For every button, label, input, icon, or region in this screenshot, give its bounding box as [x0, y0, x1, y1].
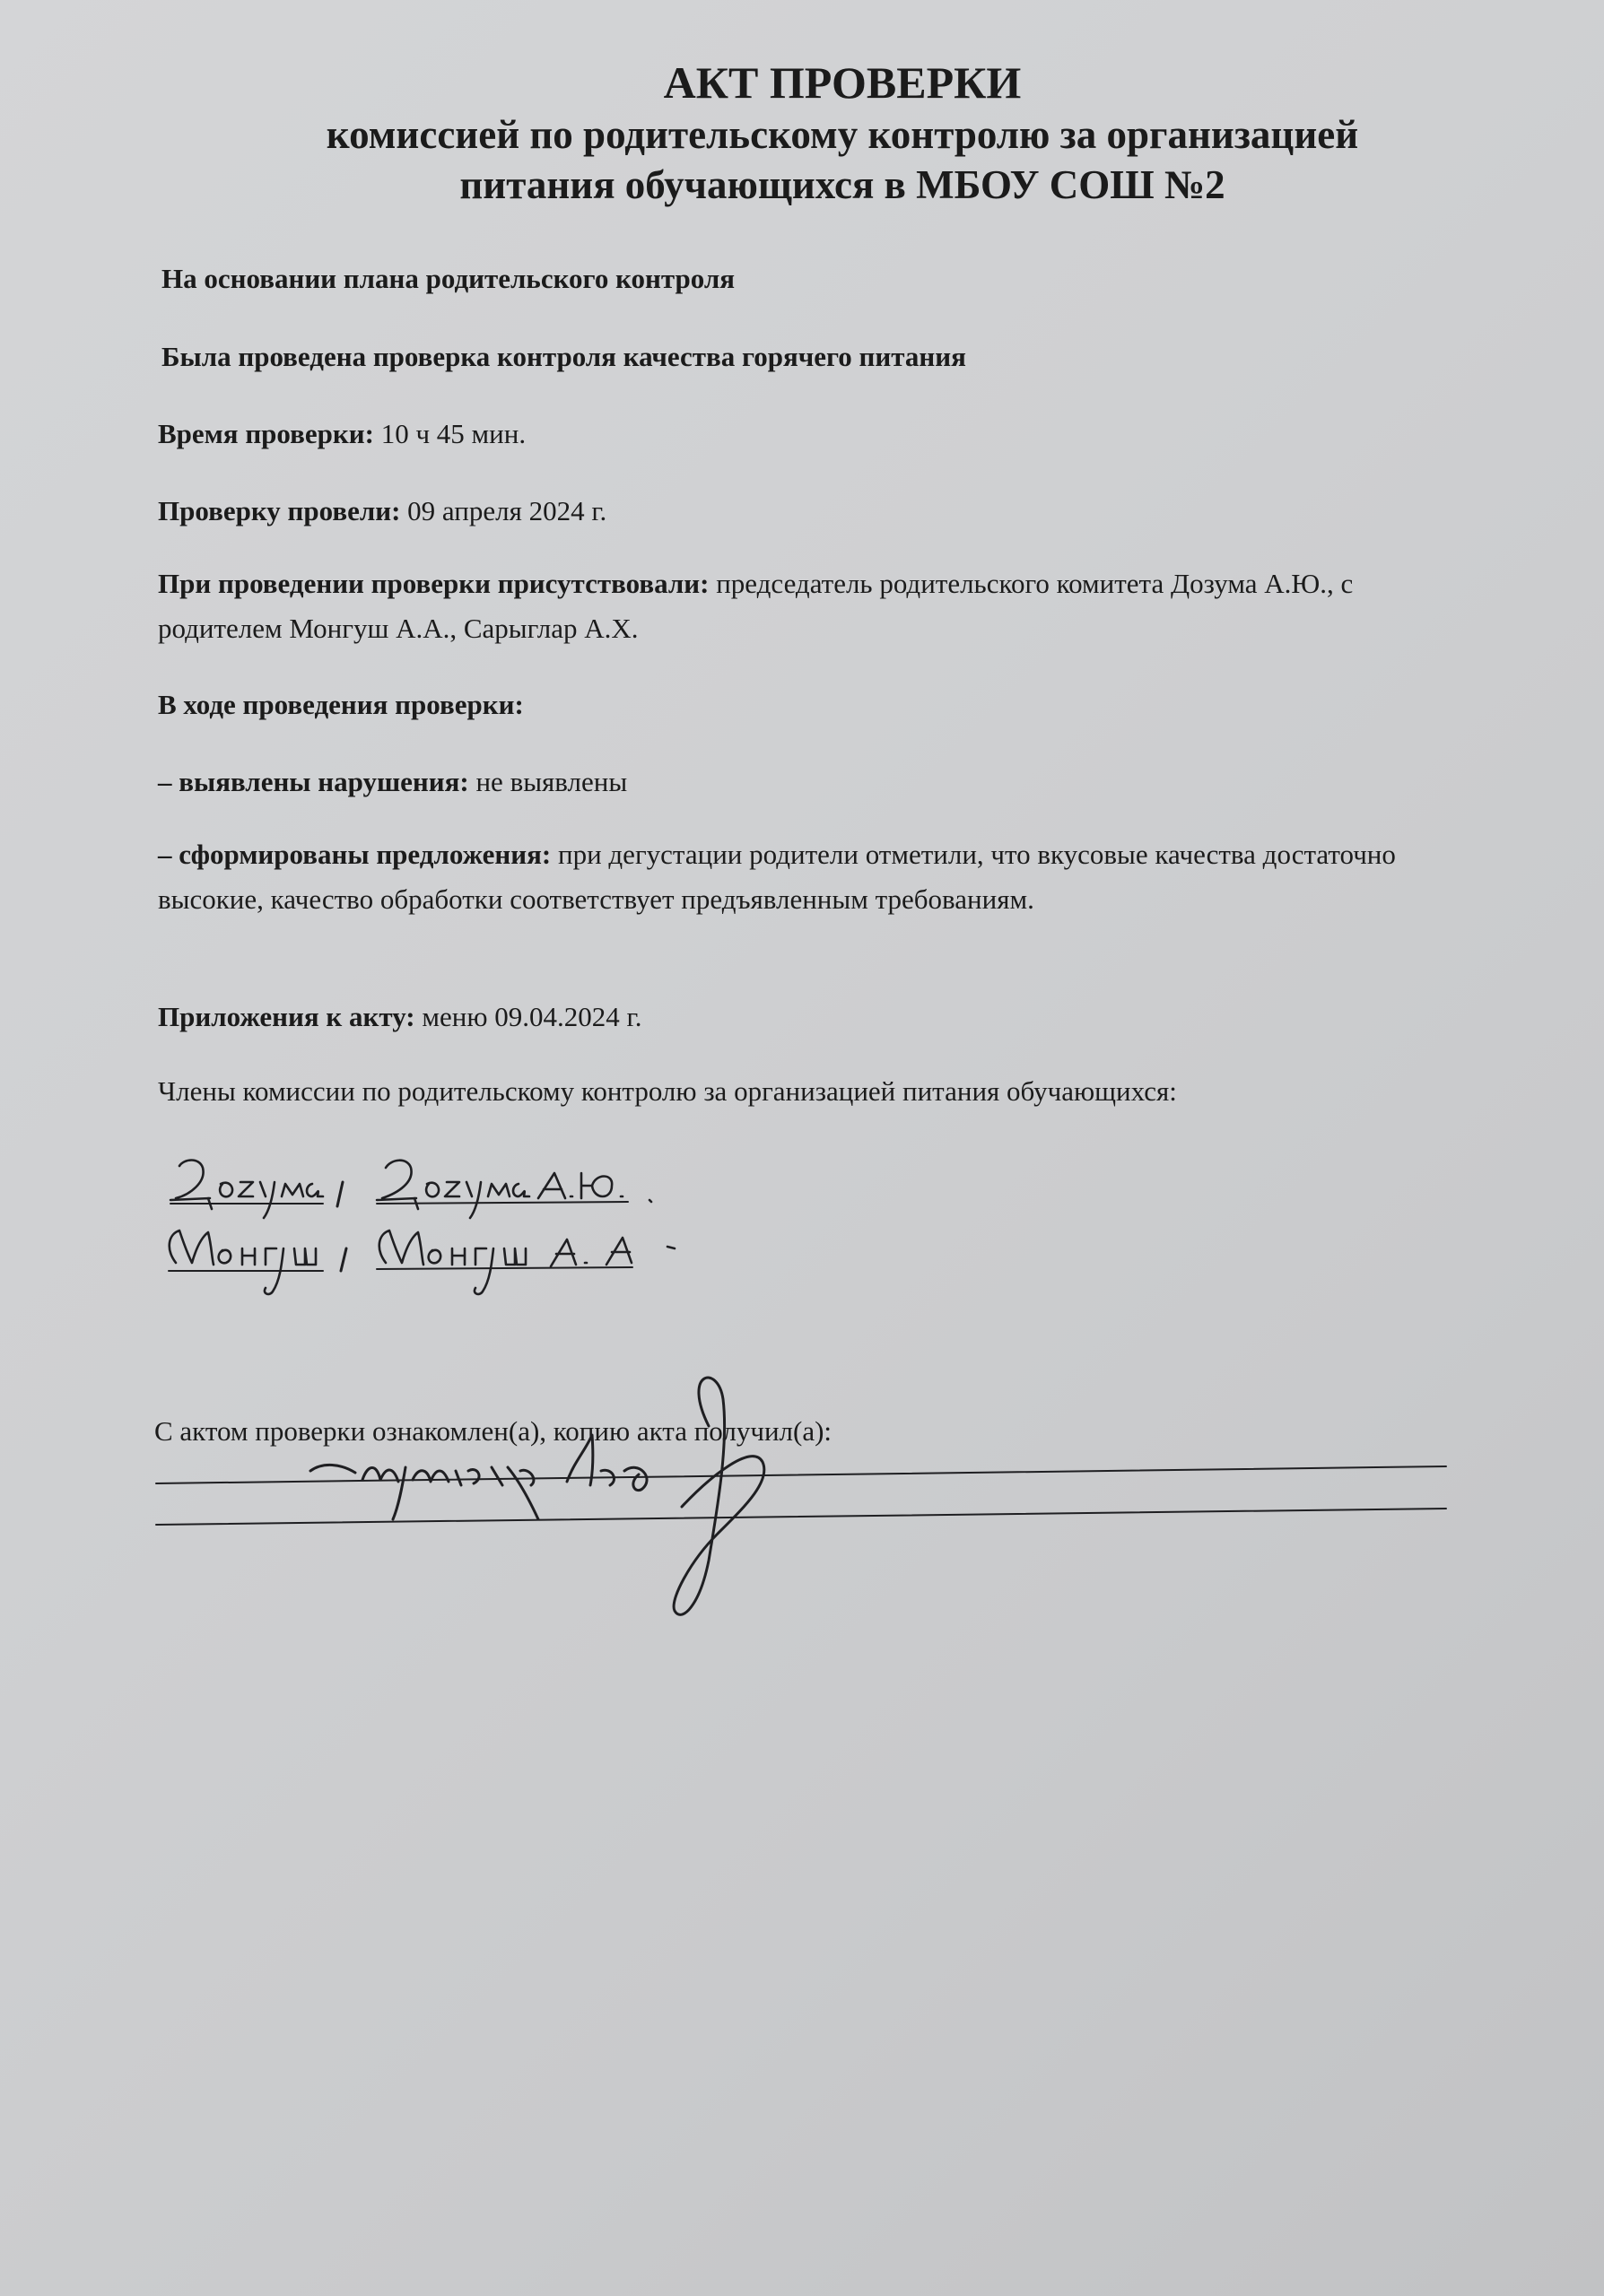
sig1-slash	[337, 1182, 343, 1206]
attendees-value: председатель родительского комитета Дозума А.Ю., с родителем Монгуш А.А., Сарыглар А.Х.	[158, 568, 1354, 644]
sig2-short-handwriting	[170, 1231, 316, 1294]
time-label: Время проверки:	[158, 418, 374, 449]
basis-text: На основании плана родительского контроля	[161, 263, 735, 294]
document-title: АКТ ПРОВЕРКИ	[663, 57, 1022, 108]
document-subtitle-line2: питания обучающихся в МБОУ СОШ №2	[459, 162, 1225, 207]
members-text: Члены комиссии по родительскому контролю за организацией питания обучающихся:	[158, 1075, 1177, 1107]
acknowledged-text: С актом проверки ознакомлен(а), копию акта получил(а):	[154, 1415, 833, 1447]
proposals-label: – сформированы предложения:	[158, 839, 552, 870]
sig3-flourish	[674, 1378, 764, 1614]
appendix-value: меню 09.04.2024 г.	[414, 1001, 642, 1032]
violations-label: – выявлены нарушения:	[158, 766, 469, 797]
attendees-label: При проведении проверки присутствовали:	[158, 568, 710, 599]
sig2-slash	[341, 1248, 346, 1271]
check-type-text: Была проведена проверка контроля качества горячего питания	[161, 341, 966, 372]
proposals-value: при дегустации родители отметили, что вкусовые качества достаточно высокие, качество обработки соответствует предъявленным требованиям.	[158, 839, 1396, 915]
document-subtitle-line1: комиссией по родительскому контролю за организацией	[326, 112, 1359, 157]
during-text: В ходе проведения проверки:	[158, 689, 524, 720]
sig2-full-handwriting	[379, 1231, 675, 1294]
sig1-full-handwriting	[377, 1161, 651, 1218]
sig2-full-underline	[377, 1267, 632, 1269]
ack-underline-2	[156, 1509, 1446, 1525]
date-label: Проверку провели:	[158, 495, 401, 526]
date-value: 09 апреля 2024 г.	[400, 495, 607, 526]
sig1-full-underline	[377, 1202, 628, 1204]
violations-value: не выявлены	[468, 766, 628, 797]
time-value: 10 ч 45 мин.	[373, 418, 527, 449]
appendix-label: Приложения к акту:	[158, 1001, 415, 1032]
sig1-short-handwriting	[170, 1161, 323, 1219]
